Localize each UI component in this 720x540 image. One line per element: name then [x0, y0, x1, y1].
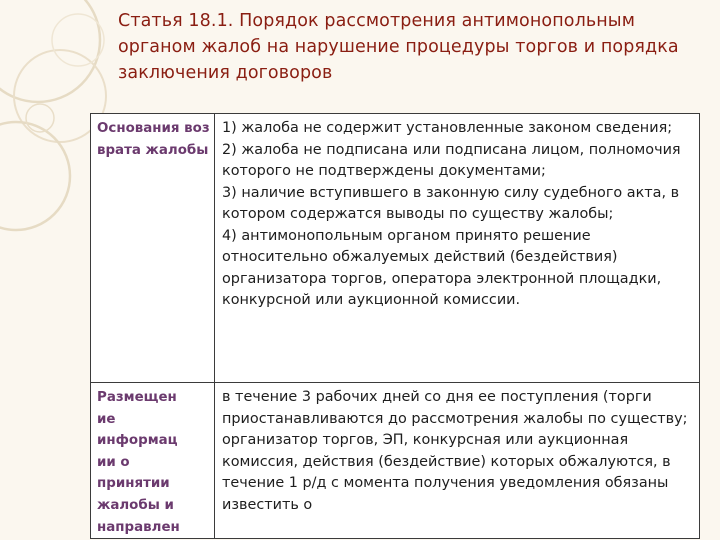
row-label: Основания возврата жалобы [97, 121, 210, 158]
table-row [91, 114, 700, 383]
list-item: 2) жалоба не подписана или подписана лицом, полномочия которого не подтверждены документами; [222, 141, 681, 179]
criteria-table [90, 113, 700, 539]
list-item: 1) жалоба не содержит установленные законом сведения; [222, 120, 673, 136]
slide-title: Статья 18.1. Порядок рассмотрения антимонопольным органом жалоб на нарушение процедуры торгов и порядка заключения договоров [118, 11, 679, 83]
row-label-cell [91, 114, 215, 383]
row-text: в течение 3 рабочих дней со дня ее поступления (торги приостанавливаются до рассмотрения жалобы по существу; организатор торгов, ЭП, конкурсная или аукционная комиссия, действия (бездействие) которых обжалуются, в течение 1 р/д с момента получения уведомления обязаны известить о [222, 389, 688, 513]
table-row [91, 383, 700, 539]
row-content-cell [215, 114, 700, 383]
row-label: Размещен ие информац ии о принятии жалобы и направлен [97, 390, 180, 535]
row-label-cell [91, 383, 215, 539]
row-content-cell [215, 383, 700, 539]
list-item: 4) антимонопольным органом принято решение относительно обжалуемых действий (бездействия) организатора торгов, оператора электронной площадки, конкурсной или аукционной комиссии. [222, 227, 662, 308]
list-item: 3) наличие вступившего в законную силу судебного акта, в котором содержатся выводы по существу жалобы; [222, 184, 680, 222]
